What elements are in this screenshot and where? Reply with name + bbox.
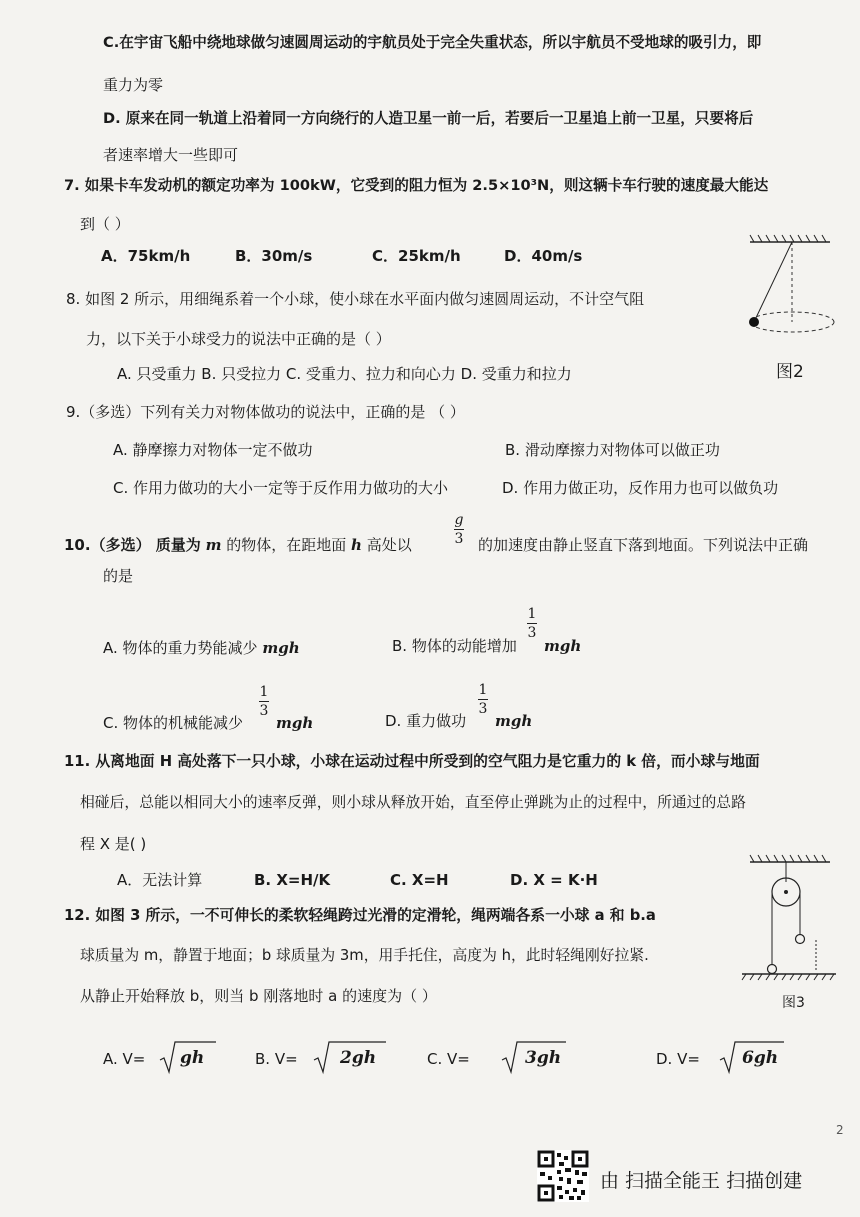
q11-stem-line-2: 相碰后，总能以相同大小的速率反弹，则小球从释放开始，直至停止弹跳为止的过程中，所通过的总路	[80, 794, 746, 811]
q10-option-c-math-wrap	[276, 713, 313, 733]
q10-option-c-math: mgh	[276, 714, 314, 732]
q10-option-b-math-wrap	[544, 636, 581, 656]
figure-3-pulley	[740, 852, 840, 987]
option-d-line-1: D. 原来在同一轨道上沿着同一方向绕行的人造卫星一前一后，若要后一卫星追上前一卫星，只要将后	[103, 110, 754, 127]
q10-number: 10.（多选） 质量为	[64, 536, 201, 554]
qr-code-icon	[537, 1150, 589, 1202]
q10-option-d-fraction	[478, 682, 488, 717]
q10-option-d-text: D. 重力做功	[385, 712, 467, 730]
q7-option-d: D．40m/s	[504, 247, 583, 265]
q10-option-d-den: 3	[478, 701, 488, 717]
q7-option-b: B．30m/s	[235, 247, 313, 265]
q12-option-d-radicand: 6gh	[742, 1048, 779, 1068]
q9-option-c: C. 作用力做功的大小一定等于反作用力做功的大小	[113, 479, 449, 497]
q12-option-a-label: A. V=	[103, 1050, 146, 1068]
q8-stem-line-2: 力，以下关于小球受力的说法中正确的是（ ）	[86, 330, 391, 348]
q12-option-b-label: B. V=	[255, 1050, 298, 1068]
q10-option-b-num: 1	[527, 606, 537, 622]
q10-frac-den: 3	[454, 531, 464, 547]
q12-option-b-radicand: 2gh	[340, 1048, 377, 1068]
q10-stem-part-c: 高处以	[366, 536, 412, 554]
q9-option-d: D. 作用力做正功，反作用力也可以做负功	[502, 479, 779, 497]
q10-option-b-fraction	[527, 606, 537, 641]
q9-option-a: A. 静摩擦力对物体一定不做功	[113, 441, 313, 459]
q10-option-a	[103, 638, 300, 658]
q10-option-d-math: mgh	[495, 712, 533, 730]
q7-option-a: A．75km/h	[101, 247, 191, 265]
q11-option-c: C. X=H	[390, 871, 449, 889]
q10-var-m: m	[205, 536, 222, 554]
q11-option-a: A．无法计算	[117, 871, 203, 889]
q12-stem-line-3: 从静止开始释放 b，则当 b 刚落地时 a 的速度为（ ）	[80, 987, 437, 1005]
q12-stem-line-1: 12. 如图 3 所示，一不可伸长的柔软轻绳跨过光滑的定滑轮，绳两端各系一小球 a 和 b.a	[64, 907, 656, 924]
q10-option-d-num: 1	[478, 682, 488, 698]
q12-stem-line-2: 球质量为 m，静置于地面；b 球质量为 3m，用手托住，高度为 h，此时轻绳刚好拉紧.	[80, 947, 649, 964]
q10-frac-num: g	[454, 512, 464, 528]
q10-option-a-math: mgh	[262, 639, 300, 657]
q10-stem-line-2: 的是	[103, 567, 134, 585]
option-c-line-1: C.在宇宙飞船中绕地球做匀速圆周运动的宇航员处于完全失重状态，所以宇航员不受地球的吸引力，即	[103, 34, 762, 51]
page-number: 2	[836, 1123, 844, 1137]
q9-stem: 9.（多选）下列有关力对物体做功的说法中，正确的是 （ ）	[66, 403, 465, 421]
q10-option-a-text: A. 物体的重力势能减少	[103, 639, 258, 657]
q10-stem-line-1	[64, 535, 412, 555]
q10-option-c-den: 3	[259, 703, 269, 719]
q10-option-d-math-wrap	[495, 711, 532, 731]
option-c-line-2: 重力为零	[103, 76, 164, 94]
q7-stem-line-1: 7. 如果卡车发动机的额定功率为 100kW，它受到的阻力恒为 2.5×10³N，则这辆卡车行驶的速度最大能达	[64, 177, 769, 194]
q12-option-d-label: D. V=	[656, 1050, 700, 1068]
q10-option-b-den: 3	[527, 625, 537, 641]
q11-stem-line-1: 11. 从离地面 H 高处落下一只小球，小球在运动过程中所受到的空气阻力是它重力的 k 倍，而小球与地面	[64, 753, 760, 770]
q10-fraction-g-over-3	[454, 512, 464, 547]
q10-option-b-text: B. 物体的动能增加	[392, 637, 517, 655]
q8-options: A. 只受重力 B. 只受拉力 C. 受重力、拉力和向心力 D. 受重力和拉力	[117, 365, 572, 383]
q11-option-b: B. X=H/K	[254, 871, 331, 889]
q12-option-a-radicand: gh	[180, 1048, 205, 1068]
q11-stem-line-3: 程 X 是( )	[80, 835, 147, 853]
q9-option-b: B. 滑动摩擦力对物体可以做正功	[505, 441, 720, 459]
q10-option-c-fraction	[259, 684, 269, 719]
q7-stem-line-2: 到（ ）	[80, 215, 130, 233]
option-d-line-2: 者速率增大一些即可	[103, 146, 239, 164]
q10-stem-part-b: 的物体，在距地面	[226, 536, 347, 554]
q10-option-b-math: mgh	[544, 637, 582, 655]
figure-2-conical-pendulum	[740, 230, 840, 360]
q10-stem-part-d: 的加速度由静止竖直下落到地面。下列说法中正确	[478, 536, 809, 554]
q10-option-c-num: 1	[259, 684, 269, 700]
q11-option-d: D. X = K·H	[510, 871, 598, 889]
q7-option-c: C．25km/h	[372, 247, 461, 265]
q10-var-h: h	[351, 536, 362, 554]
figure-2-label: 图2	[776, 362, 804, 382]
q10-option-c-text: C. 物体的机械能减少	[103, 714, 244, 732]
figure-3-label: 图3	[782, 995, 805, 1011]
q8-stem-line-1: 8. 如图 2 所示，用细绳系着一个小球，使小球在水平面内做匀速圆周运动，不计空气阻	[66, 290, 645, 308]
q12-option-c-radicand: 3gh	[525, 1048, 562, 1068]
scanner-watermark: 由 扫描全能王 扫描创建	[600, 1170, 803, 1192]
q12-option-c-label: C. V=	[427, 1050, 470, 1068]
